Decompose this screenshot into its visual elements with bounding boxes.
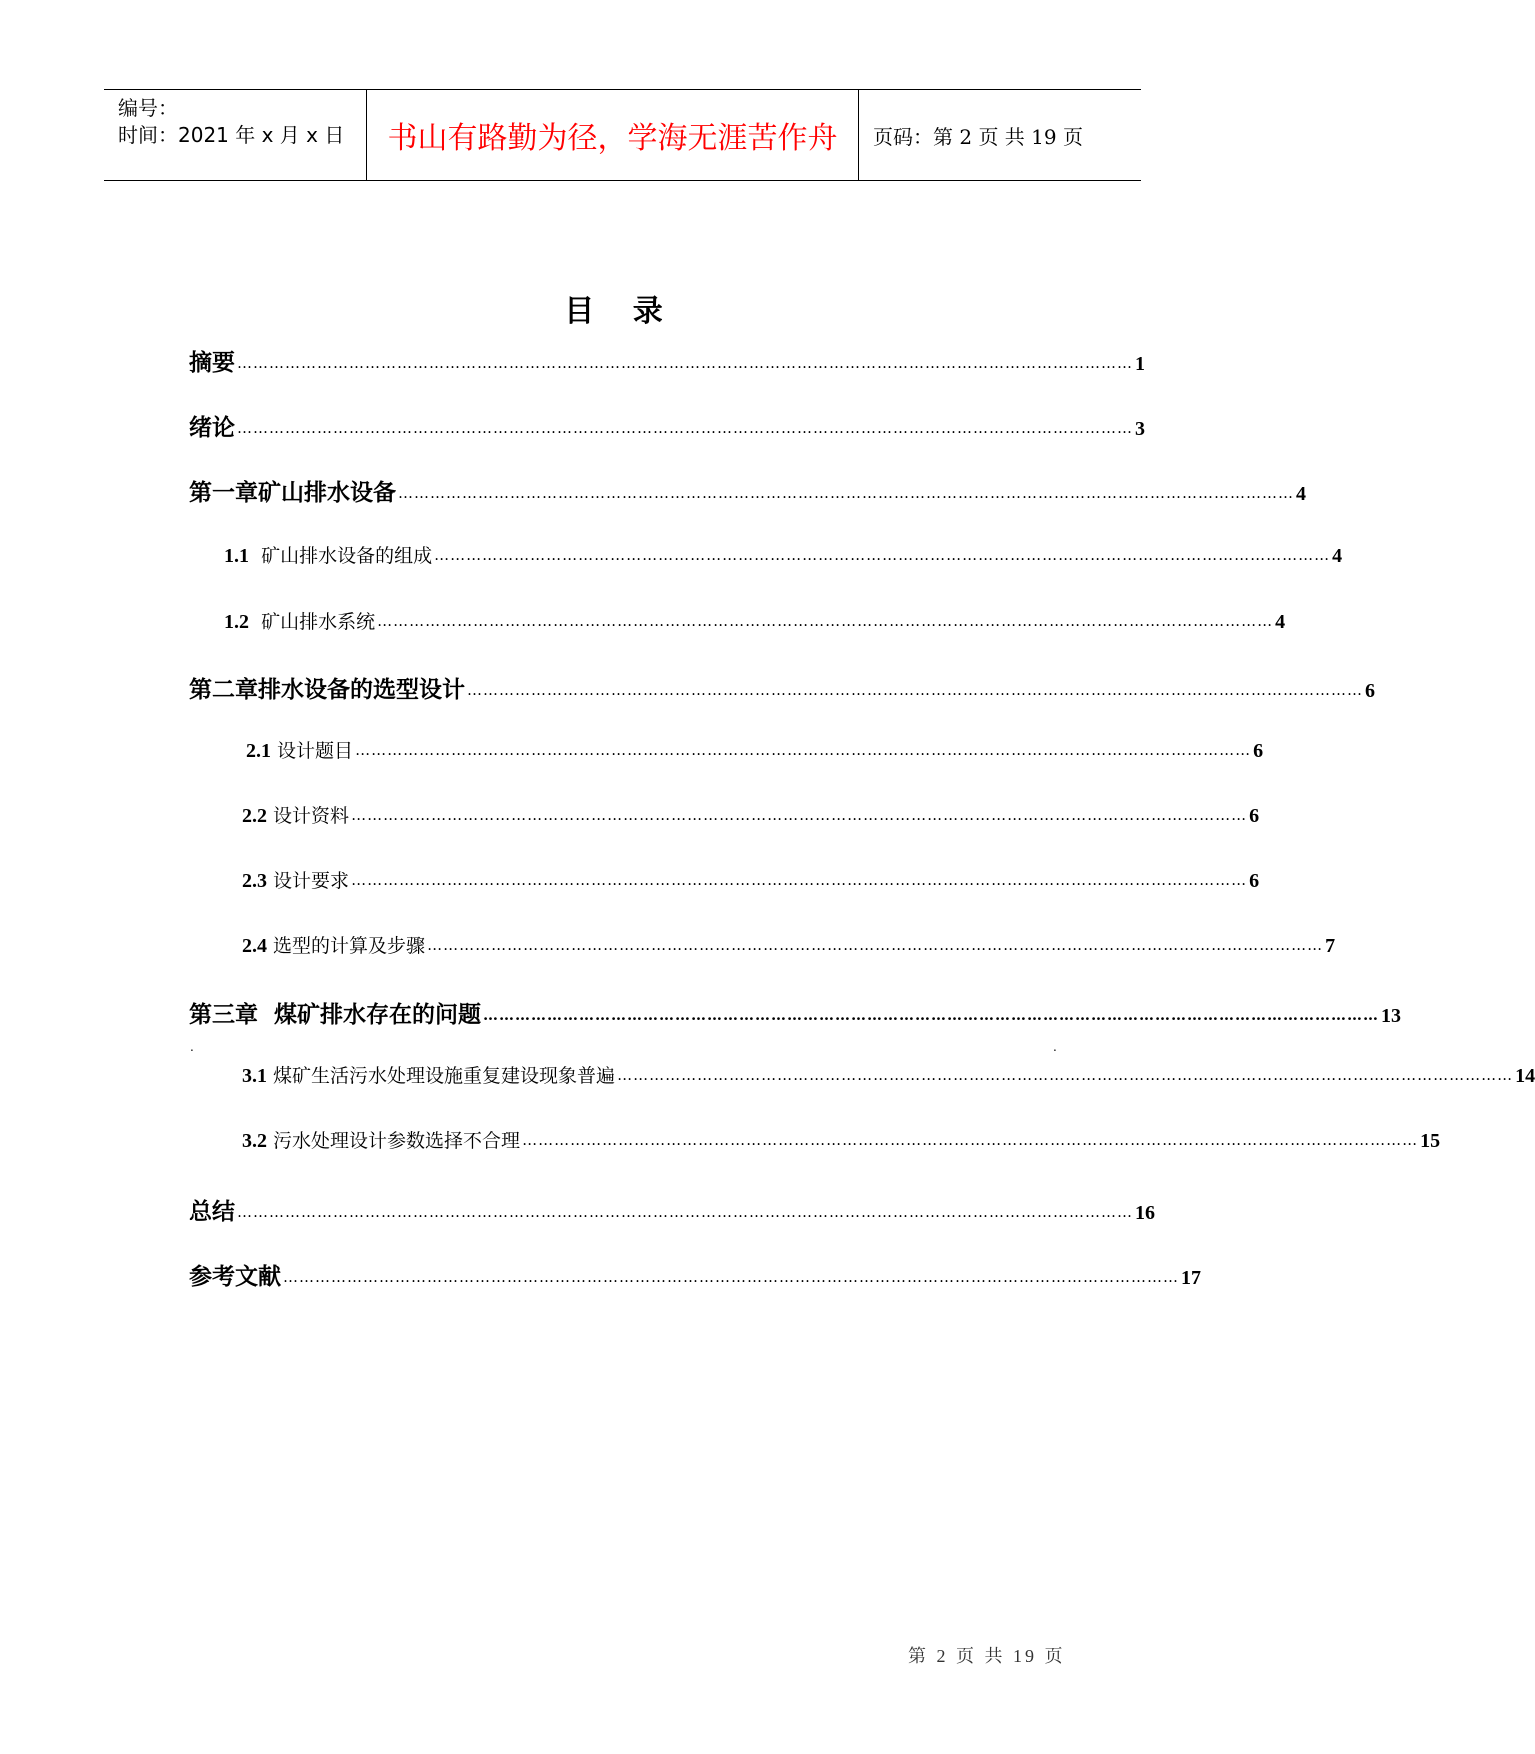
toc-entry-label: 第三章 煤矿排水存在的问题 bbox=[189, 1002, 482, 1028]
toc-entry-label bbox=[242, 931, 425, 958]
toc-entry-page: 7 bbox=[1325, 935, 1336, 957]
toc-title: 目 录 bbox=[564, 294, 677, 329]
toc-entry-label bbox=[242, 801, 349, 828]
toc-entry[interactable] bbox=[189, 1193, 1155, 1226]
toc-entry-page: 1 bbox=[1135, 353, 1145, 375]
toc-leader: …………………………………………………………………………………………………………………………………………………… bbox=[237, 419, 1133, 437]
toc-entry-page: 6 bbox=[1365, 680, 1375, 702]
toc-entry-page: 17 bbox=[1181, 1267, 1201, 1289]
toc-entry-label bbox=[224, 541, 432, 568]
toc-entry-text: 污水处理设计参数选择不合理 bbox=[273, 1130, 521, 1152]
toc-entry-label bbox=[242, 1061, 615, 1088]
header-meta bbox=[104, 90, 367, 180]
toc-entry-number: 3.2 bbox=[242, 1130, 267, 1152]
toc-entry-text: 选型的计算及步骤 bbox=[273, 935, 426, 957]
toc-entry-page: 3 bbox=[1135, 418, 1145, 440]
toc-entry-page: 4 bbox=[1296, 483, 1306, 505]
time-label: 时间：2021 年 x 月 x 日 bbox=[118, 123, 345, 147]
toc-entry[interactable] bbox=[224, 607, 1286, 634]
toc-entry-label: 第二章排水设备的选型设计 bbox=[189, 677, 465, 703]
toc-leader: …………………………………………………………………………………………………………………………………………………… bbox=[617, 1066, 1514, 1084]
toc-entry-text: 矿山排水设备的组成 bbox=[261, 545, 433, 567]
toc-entry-label bbox=[246, 736, 353, 763]
toc-entry[interactable] bbox=[242, 866, 1260, 893]
toc-entry-label bbox=[242, 1126, 520, 1153]
toc-leader: …………………………………………………………………………………………………………………………………………………… bbox=[467, 681, 1363, 699]
toc-leader: …………………………………………………………………………………………………………………………………………………… bbox=[427, 936, 1324, 954]
toc-leader: …………………………………………………………………………………………………………………………………………………… bbox=[398, 484, 1294, 502]
toc-entry-page: 16 bbox=[1135, 1202, 1155, 1224]
toc-entry-text: 设计要求 bbox=[273, 870, 350, 892]
toc-entry-label: 摘要 bbox=[189, 350, 235, 376]
toc-entry[interactable] bbox=[189, 409, 1145, 442]
toc-entry-page: 6 bbox=[1253, 740, 1264, 762]
toc-entry-text: 矿山排水系统 bbox=[261, 611, 376, 633]
toc-entry-page: 13 bbox=[1381, 1005, 1402, 1027]
stray-mark: . bbox=[1053, 1040, 1057, 1054]
toc-leader: …………………………………………………………………………………………………………………………………………………… bbox=[283, 1268, 1179, 1286]
toc-entry-label: 绪论 bbox=[189, 415, 235, 441]
toc-entry[interactable] bbox=[224, 541, 1343, 568]
toc-entry[interactable] bbox=[189, 671, 1375, 704]
toc-leader: …………………………………………………………………………………………………………………………………………………… bbox=[237, 354, 1133, 372]
toc-entry-page: 6 bbox=[1249, 870, 1260, 892]
toc-entry-label: 参考文献 bbox=[189, 1264, 281, 1290]
toc-entry-text: 设计资料 bbox=[273, 805, 350, 827]
header-motto-cell bbox=[367, 90, 859, 180]
toc-leader: …………………………………………………………………………………………………………………………………………………… bbox=[434, 546, 1331, 564]
toc-entry-label bbox=[224, 607, 375, 634]
toc-entry-number: 2.1 bbox=[246, 740, 271, 762]
toc-leader: …………………………………………………………………………………………………………………………………………………… bbox=[483, 1006, 1380, 1024]
toc-entry-page: 6 bbox=[1249, 805, 1260, 827]
toc-entry-page: 14 bbox=[1515, 1065, 1535, 1087]
toc-entry-text: 煤矿生活污水处理设施重复建设现象普遍 bbox=[273, 1065, 616, 1087]
toc-entry-page: 4 bbox=[1275, 611, 1286, 633]
page-footer: 第 2 页 共 19 页 bbox=[908, 1646, 1066, 1666]
toc-entry[interactable] bbox=[246, 736, 1264, 763]
toc-leader: …………………………………………………………………………………………………………………………………………………… bbox=[377, 612, 1274, 630]
toc-entry-number: 2.3 bbox=[242, 870, 267, 892]
toc-entry[interactable] bbox=[242, 1061, 1535, 1088]
toc-entry-text: 设计题目 bbox=[277, 740, 354, 762]
toc-leader: …………………………………………………………………………………………………………………………………………………… bbox=[237, 1203, 1133, 1221]
motto: 书山有路勤为径，学海无涯苦作舟 bbox=[387, 121, 838, 156]
toc-leader: …………………………………………………………………………………………………………………………………………………… bbox=[355, 741, 1252, 759]
toc-leader: …………………………………………………………………………………………………………………………………………………… bbox=[522, 1131, 1419, 1149]
document-header bbox=[104, 89, 1141, 181]
toc-entry-page: 4 bbox=[1332, 545, 1343, 567]
toc-entry-label bbox=[242, 866, 349, 893]
toc-entry-number: 2.2 bbox=[242, 805, 267, 827]
toc-entry-number: 2.4 bbox=[242, 935, 267, 957]
toc-leader: …………………………………………………………………………………………………………………………………………………… bbox=[351, 871, 1248, 889]
toc-entry[interactable] bbox=[242, 1126, 1441, 1153]
toc-entry-page: 15 bbox=[1420, 1130, 1441, 1152]
toc-entry-label: 第一章矿山排水设备 bbox=[189, 480, 396, 506]
page-code: 页码：第 2 页 共 19 页 bbox=[873, 124, 1083, 149]
toc-entry[interactable] bbox=[242, 801, 1260, 828]
stray-mark: . bbox=[190, 1040, 194, 1054]
toc-entry-label: 总结 bbox=[189, 1199, 235, 1225]
toc-entry[interactable] bbox=[189, 996, 1402, 1029]
toc-entry-number: 3.1 bbox=[242, 1065, 267, 1087]
toc-entry[interactable] bbox=[189, 344, 1145, 377]
toc-entry[interactable] bbox=[189, 474, 1306, 507]
toc-entry-number: 1.2 bbox=[224, 611, 249, 633]
toc-entry[interactable] bbox=[242, 931, 1336, 958]
toc-entry-number: 1.1 bbox=[224, 545, 249, 567]
toc-entry[interactable] bbox=[189, 1258, 1201, 1291]
number-label: 编号： bbox=[118, 96, 178, 120]
toc-leader: …………………………………………………………………………………………………………………………………………………… bbox=[351, 806, 1248, 824]
